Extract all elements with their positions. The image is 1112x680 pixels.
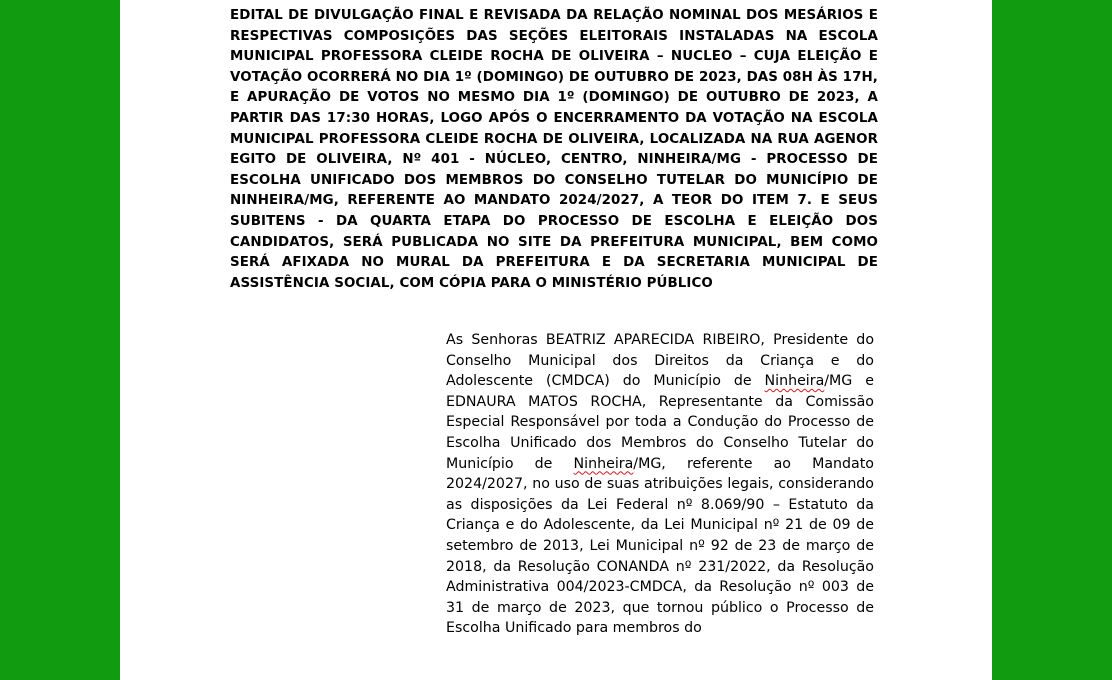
document-page (120, 0, 992, 680)
edital-heading: EDITAL DE DIVULGAÇÃO FINAL E REVISADA DA RELAÇÃO NOMINAL DOS MESÁRIOS E RESPECTIVAS COMPOSIÇÕES DAS SEÇÕES ELEITORAIS INSTALADAS NA ESCOLA MUNICIPAL PROFESSORA CLEIDE ROCHA DE OLIVEIRA – NUCLEO – CUJA ELEIÇÃO E VOTAÇÃO OCORRERÁ NO DIA 1º (DOMINGO) DE OUTUBRO DE 2023, DAS 08H ÀS 17H, E APURAÇÃO DE VOTOS NO MESMO DIA 1º (DOMINGO) DE OUTUBRO DE 2023, A PARTIR DAS 17:30 HORAS, LOGO APÓS O ENCERRAMENTO DA VOTAÇÃO NA ESCOLA MUNICIPAL PROFESSORA CLEIDE ROCHA DE OLIVEIRA, LOCALIZADA NA RUA AGENOR EGITO DE OLIVEIRA, Nº 401 - NÚCLEO, CENTRO, NINHEIRA/MG - PROCESSO DE ESCOLHA UNIFICADO DOS MEMBROS DO CONSELHO TUTELAR DO MUNICÍPIO DE NINHEIRA/MG, REFERENTE AO MANDATO 2024/2027, A TEOR DO ITEM 7. E SEUS SUBITENS - DA QUARTA ETAPA DO PROCESSO DE ESCOLHA E ELEIÇÃO DOS CANDIDATOS, SERÁ PUBLICADA NO SITE DA PREFEITURA MUNICIPAL, BEM COMO SERÁ AFIXADA NO MURAL DA PREFEITURA E DA SECRETARIA MUNICIPAL DE ASSISTÊNCIA SOCIAL, COM CÓPIA PARA O MINISTÉRIO PÚBLICO (230, 8, 878, 291)
body-text-segment: /MG, referente ao Mandato 2024/2027, no uso de suas atribuições legais, considerando as disposições da Lei Federal nº 8.069/90 – Estatuto da Criança e do Adolescente, da Lei Municipal nº 21 de 09 de setembro de 2013, Lei Municipal nº 92 de 23 de março de 2018, da Resolução CONANDA nº 231/2022, da Resolução Administrativa 004/2023-CMDCA, da Resolução nº 003 de 31 de março de 2023, que tornou público o Processo de Escolha Unificado para membros do (446, 455, 874, 637)
body-text-segment: /MG e EDNAURA MATOS ROCHA, Representante da Comissão Especial Responsável por toda a Condução do Processo de Escolha Unificado dos Membros do Conselho Tutelar do Município de (446, 373, 874, 472)
spellcheck-word[interactable]: Ninheira (764, 373, 825, 390)
edital-body-paragraph (446, 330, 874, 639)
body-text-segment: As Senhoras BEATRIZ APARECIDA RIBEIRO, Presidente do Conselho Municipal dos Direitos da Criança e do Adolescente (CMDCA) do Município de (446, 332, 874, 390)
spellcheck-word[interactable]: Ninheira (573, 455, 634, 472)
